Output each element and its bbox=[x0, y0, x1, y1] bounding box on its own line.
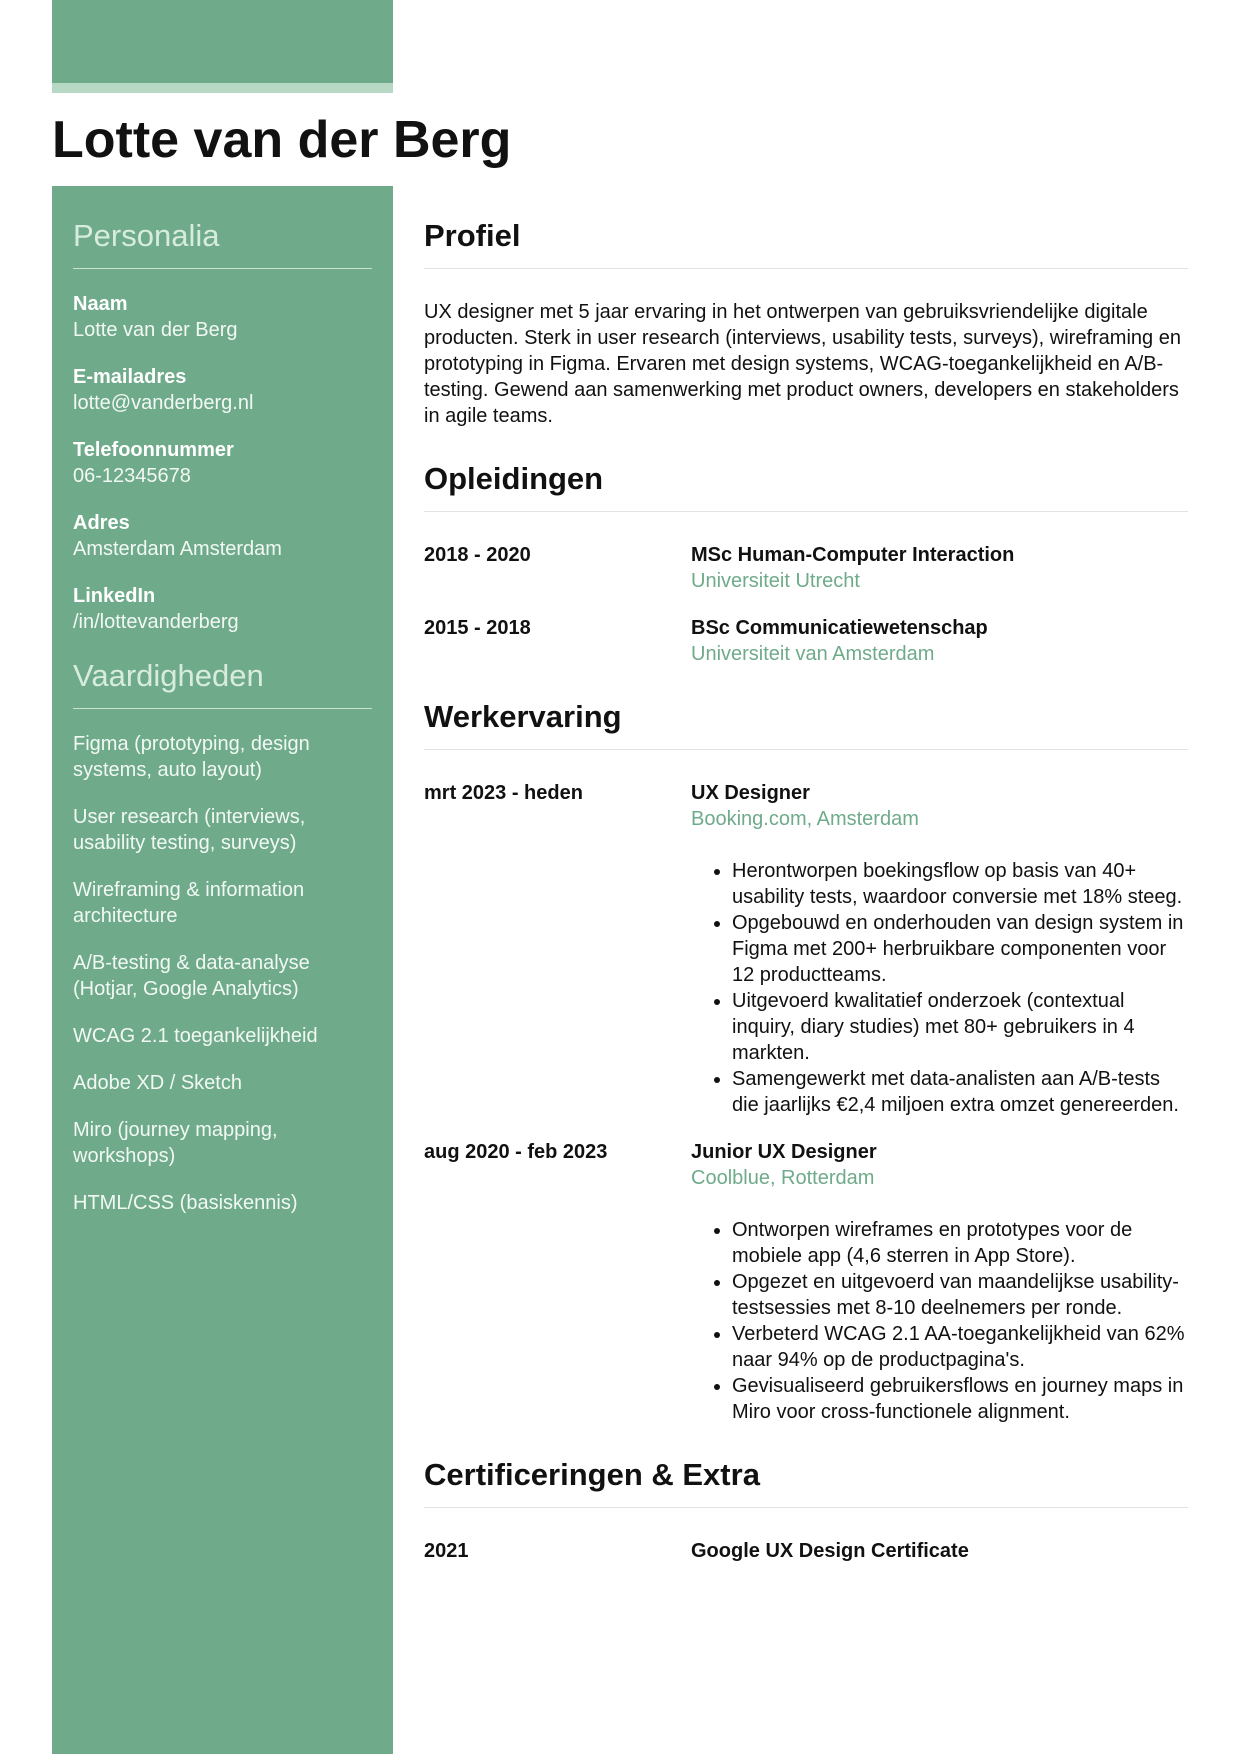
entry-body bbox=[691, 1538, 1188, 1564]
skill-item: Miro (journey mapping, workshops) bbox=[73, 1119, 278, 1167]
work-list bbox=[424, 780, 1188, 1425]
institution-name: Universiteit Utrecht bbox=[691, 570, 860, 592]
personalia-address bbox=[73, 510, 372, 562]
address-value: Amsterdam Amsterdam bbox=[73, 538, 282, 560]
personalia-phone bbox=[73, 437, 372, 489]
work-section bbox=[424, 697, 1188, 1425]
skills-heading: Vaardigheden bbox=[73, 656, 372, 709]
entry-body bbox=[691, 1139, 1188, 1425]
personalia-label: Naam bbox=[73, 293, 128, 315]
achievement-item: • Verbeterd WCAG 2.1 AA-toegankelijkheid van 62% naar 94% op de productpagina's. bbox=[732, 1321, 1188, 1373]
main-content bbox=[424, 186, 1188, 1585]
entry-body bbox=[691, 542, 1188, 594]
profile-text: UX designer met 5 jaar ervaring in het ontwerpen van gebruiksvriendelijke digitale producten. Sterk in user research (interviews, usability tests, surveys), wireframing en prototyping in Figma. Ervaren met design systems, WCAG-toegankelijkheid en A/B-testing. Gewend aan samenwerking met product owners, developers en stakeholders in agile teams. bbox=[424, 301, 1181, 427]
achievement-list bbox=[691, 858, 1188, 1118]
personalia-label: Adres bbox=[73, 512, 130, 534]
personalia-list bbox=[73, 291, 372, 635]
skills-list bbox=[73, 731, 372, 1216]
education-section bbox=[424, 459, 1188, 667]
personalia-label: LinkedIn bbox=[73, 585, 156, 607]
sidebar bbox=[52, 186, 393, 1754]
skill-item: A/B-testing & data-analyse (Hotjar, Google Analytics) bbox=[73, 952, 310, 1000]
profile-section bbox=[424, 216, 1188, 429]
email-value: lotte@vanderberg.nl bbox=[73, 392, 254, 414]
entry-body bbox=[691, 780, 1188, 1118]
personalia-heading: Personalia bbox=[73, 216, 372, 269]
phone-value: 06-12345678 bbox=[73, 465, 191, 487]
certifications-heading: Certificeringen & Extra bbox=[424, 1455, 1188, 1508]
education-heading: Opleidingen bbox=[424, 459, 1188, 512]
entry-date: 2021 bbox=[424, 1540, 469, 1562]
linkedin-value: /in/lottevanderberg bbox=[73, 611, 239, 633]
education-entry bbox=[424, 542, 1188, 594]
degree-title: BSc Communicatiewetenschap bbox=[691, 617, 988, 639]
header-accent-band bbox=[52, 0, 393, 83]
work-heading: Werkervaring bbox=[424, 697, 1188, 750]
company-name: Coolblue, Rotterdam bbox=[691, 1167, 875, 1189]
personalia-email bbox=[73, 364, 372, 416]
achievement-item: • Samengewerkt met data-analisten aan A/B-tests die jaarlijks €2,4 miljoen extra omzet genereerden. bbox=[732, 1066, 1188, 1118]
company-name: Booking.com, Amsterdam bbox=[691, 808, 919, 830]
work-entry bbox=[424, 1139, 1188, 1425]
achievement-item: • Ontworpen wireframes en prototypes voor de mobiele app (4,6 sterren in App Store). bbox=[732, 1217, 1188, 1269]
header-accent-stripe bbox=[52, 83, 393, 93]
degree-title: MSc Human-Computer Interaction bbox=[691, 544, 1015, 566]
personalia-name bbox=[73, 291, 372, 343]
achievement-item: • Herontworpen boekingsflow op basis van 40+ usability tests, waardoor conversie met 18% steeg. bbox=[732, 858, 1188, 910]
personalia-label: E-mailadres bbox=[73, 366, 187, 388]
achievement-list bbox=[691, 1217, 1188, 1425]
achievement-item: • Gevisualiseerd gebruikersflows en journey maps in Miro voor cross-functionele alignment. bbox=[732, 1373, 1188, 1425]
achievement-item: • Opgebouwd en onderhouden van design system in Figma met 200+ herbruikbare componenten voor 12 productteams. bbox=[732, 910, 1188, 988]
entry-date: mrt 2023 - heden bbox=[424, 782, 583, 804]
skill-item: Adobe XD / Sketch bbox=[73, 1072, 242, 1094]
job-title: UX Designer bbox=[691, 782, 810, 804]
entry-date: 2018 - 2020 bbox=[424, 544, 531, 566]
personalia-label: Telefoonnummer bbox=[73, 439, 234, 461]
entry-body bbox=[691, 615, 1188, 667]
entry-date: 2015 - 2018 bbox=[424, 617, 531, 639]
education-list bbox=[424, 542, 1188, 667]
certifications-section bbox=[424, 1455, 1188, 1564]
entry-date: aug 2020 - feb 2023 bbox=[424, 1141, 608, 1163]
institution-name: Universiteit van Amsterdam bbox=[691, 643, 935, 665]
personalia-linkedin bbox=[73, 583, 372, 635]
skill-item: Figma (prototyping, design systems, auto layout) bbox=[73, 733, 310, 781]
achievement-item: • Uitgevoerd kwalitatief onderzoek (contextual inquiry, diary studies) met 80+ gebruikers in 4 markten. bbox=[732, 988, 1188, 1066]
achievement-item: • Opgezet en uitgevoerd van maandelijkse usability-testsessies met 8-10 deelnemers per ronde. bbox=[732, 1269, 1188, 1321]
certifications-list bbox=[424, 1538, 1188, 1564]
work-entry bbox=[424, 780, 1188, 1118]
candidate-name: Lotte van der Berg bbox=[52, 111, 512, 169]
skill-item: Wireframing & information architecture bbox=[73, 879, 305, 927]
education-entry bbox=[424, 615, 1188, 667]
certificate-title: Google UX Design Certificate bbox=[691, 1540, 969, 1562]
skill-item: User research (interviews, usability testing, surveys) bbox=[73, 806, 306, 854]
skill-item: WCAG 2.1 toegankelijkheid bbox=[73, 1025, 318, 1047]
skill-item: HTML/CSS (basiskennis) bbox=[73, 1192, 298, 1214]
personalia-value: Lotte van der Berg bbox=[73, 319, 238, 341]
certification-entry bbox=[424, 1538, 1188, 1564]
job-title: Junior UX Designer bbox=[691, 1141, 877, 1163]
profile-heading: Profiel bbox=[424, 216, 1188, 269]
